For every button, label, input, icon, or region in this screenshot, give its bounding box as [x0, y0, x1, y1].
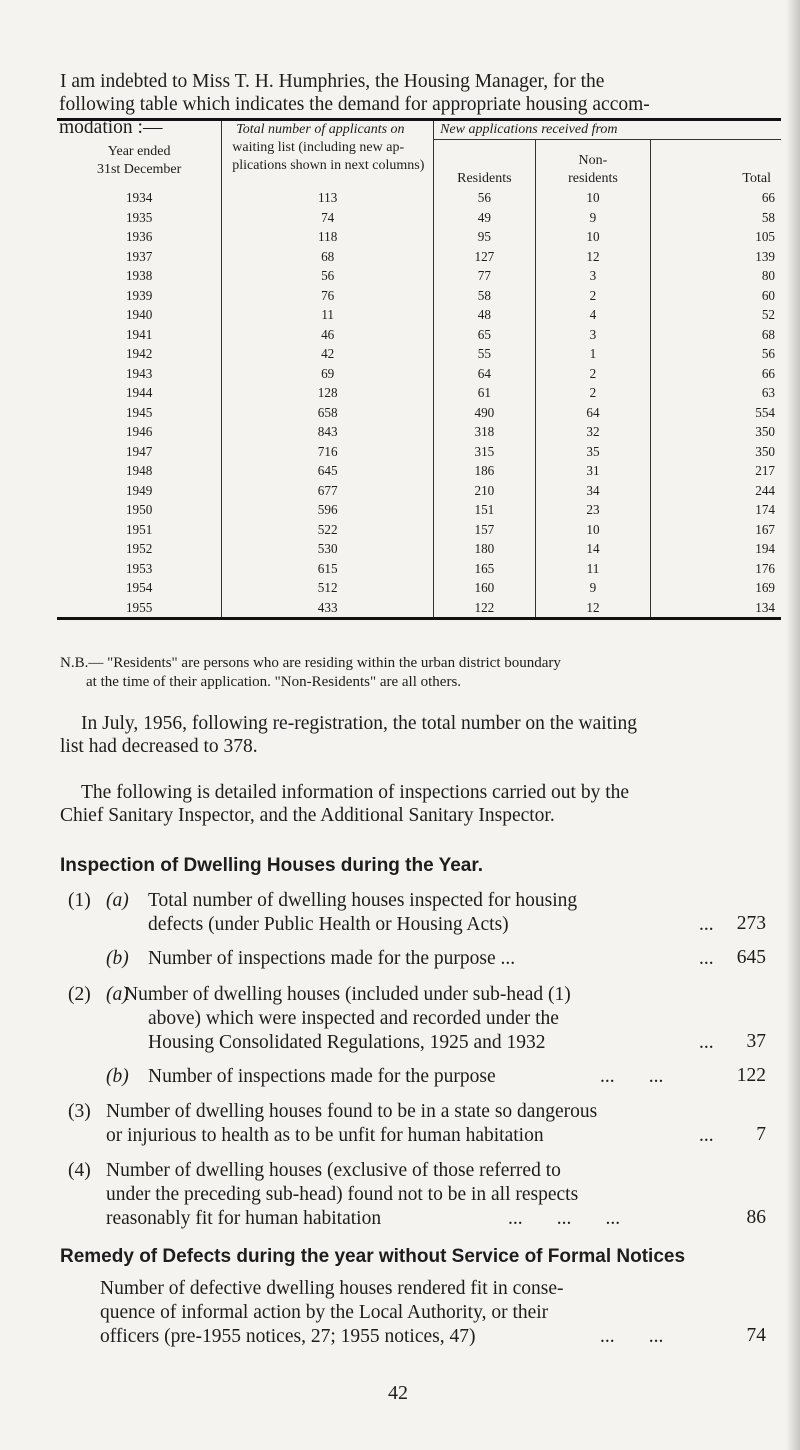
- col-header-new-applications: New applications received from: [434, 120, 781, 140]
- cell-residents: 122: [434, 598, 536, 619]
- cell-total: 169: [651, 578, 781, 598]
- inspections-intro-paragraph: The following is detailed information of inspections carried out by the Chief Sanitary Inspector, and the Additional Sanitary Inspector.: [60, 782, 630, 826]
- cell-residents: 55: [434, 344, 536, 364]
- cell-residents: 160: [434, 578, 536, 598]
- cell-total-applicants: 118: [222, 227, 434, 247]
- cell-total-applicants: 843: [222, 422, 434, 442]
- cell-total: 167: [651, 520, 781, 540]
- cell-year: 1946: [125, 424, 153, 439]
- item-value: 37: [746, 1031, 766, 1052]
- cell-total-applicants: 658: [222, 403, 434, 423]
- cell-year: 1950: [125, 502, 153, 517]
- cell-year: 1942: [125, 346, 153, 361]
- cell-year: 1948: [125, 463, 153, 478]
- leader-dots: ... ...: [600, 1066, 664, 1087]
- table-row: [57, 559, 781, 579]
- item-sublabel: (a): [106, 984, 129, 1005]
- page-edge-shadow: [786, 0, 800, 1450]
- table-row: [57, 442, 781, 462]
- item-number: (1): [68, 890, 91, 911]
- item-value: 7: [756, 1124, 766, 1145]
- item-text: Number of dwelling houses (included under sub-head (1): [124, 984, 571, 1005]
- item-text: Number of inspections made for the purpose ...: [148, 948, 516, 969]
- cell-residents: 315: [434, 442, 536, 462]
- cell-total: 217: [651, 461, 781, 481]
- table-body: [57, 188, 781, 619]
- item-text: Number of dwelling houses found to be in a state so dangerous: [106, 1101, 598, 1122]
- remedy-text: Number of defective dwelling houses rendered fit in conse-: [100, 1278, 564, 1299]
- cell-year: 1939: [125, 287, 153, 303]
- table-note: [60, 654, 780, 692]
- remedy-value: 74: [746, 1325, 766, 1346]
- cell-non-residents: 34: [535, 481, 651, 501]
- table-row: [57, 481, 781, 501]
- cell-residents: 151: [434, 500, 536, 520]
- cell-residents: 127: [434, 247, 536, 267]
- cell-total-applicants: 128: [222, 383, 434, 403]
- cell-total: 139: [651, 247, 781, 267]
- cell-total: 63: [651, 383, 781, 403]
- cell-total-applicants: 677: [222, 481, 434, 501]
- cell-total: 80: [651, 266, 781, 286]
- cell-residents: 61: [434, 383, 536, 403]
- cell-year: 1955: [57, 598, 222, 619]
- inspection-heading: Inspection of Dwelling Houses during the Year.: [60, 855, 484, 876]
- cell-non-residents: 3: [535, 325, 651, 345]
- remedy-text: quence of informal action by the Local Authority, or their: [100, 1302, 549, 1323]
- cell-year: 1943: [125, 365, 153, 381]
- table-row: [57, 227, 781, 247]
- cell-year: 1947: [125, 443, 153, 459]
- cell-total: 52: [651, 305, 781, 325]
- cell-year: 1940: [125, 307, 153, 322]
- cell-residents: 64: [434, 364, 536, 384]
- col-header-total-applicants: Total number of applicants on waiting list (including new ap- plications shown in next columns): [222, 120, 434, 189]
- cell-non-residents: 35: [535, 442, 651, 462]
- cell-non-residents: 4: [535, 305, 651, 325]
- cell-total-applicants: 68: [222, 247, 434, 267]
- cell-year: 1949: [125, 482, 153, 498]
- housing-demand-table: [57, 118, 781, 620]
- note-line: N.B.— "Residents" are persons who are residing within the urban district boundary: [60, 655, 561, 671]
- item-value: 273: [736, 913, 766, 934]
- leader-dots: ...: [699, 914, 714, 935]
- cell-non-residents: 23: [535, 500, 651, 520]
- item-text: under the preceding sub-head) found not to be in all respects: [106, 1184, 579, 1205]
- cell-residents: 49: [434, 208, 536, 228]
- item-text: or injurious to health as to be unfit for human habitation: [106, 1125, 544, 1146]
- cell-year: 1938: [125, 268, 153, 283]
- cell-year: 1941: [125, 326, 153, 342]
- cell-total-applicants: 615: [222, 559, 434, 579]
- item-sublabel: (a): [106, 890, 129, 911]
- cell-residents: 318: [434, 422, 536, 442]
- intro-line: following table which indicates the demand for appropriate housing accom-: [59, 94, 650, 115]
- table-row: [57, 500, 781, 520]
- item-number: (4): [68, 1160, 91, 1181]
- table-row: [57, 403, 781, 423]
- cell-total-applicants: 716: [222, 442, 434, 462]
- cell-total: 176: [651, 559, 781, 579]
- cell-non-residents: 64: [535, 403, 651, 423]
- cell-year: 1952: [125, 541, 153, 556]
- remedy-heading: Remedy of Defects during the year without Service of Formal Notices: [60, 1246, 686, 1267]
- cell-residents: 186: [434, 461, 536, 481]
- cell-total: 134: [651, 598, 781, 619]
- intro-line: I am indebted to Miss T. H. Humphries, the Housing Manager, for the: [60, 71, 605, 92]
- cell-non-residents: 2: [535, 286, 651, 306]
- cell-year: 1944: [125, 385, 153, 400]
- cell-total-applicants: 512: [222, 578, 434, 598]
- cell-total: 68: [651, 325, 781, 345]
- cell-non-residents: 32: [535, 422, 651, 442]
- cell-residents: 157: [434, 520, 536, 540]
- waiting-list-paragraph: In July, 1956, following re-registration, the total number on the waiting list had decreased to 378.: [60, 713, 637, 757]
- col-header-residents: Residents: [434, 140, 536, 189]
- intro-line: modation :—: [59, 117, 163, 138]
- item-text: defects (under Public Health or Housing Acts): [148, 914, 509, 935]
- cell-residents: 165: [434, 559, 536, 579]
- cell-total-applicants: 56: [222, 266, 434, 286]
- table-row: [57, 344, 781, 364]
- cell-residents: 58: [434, 286, 536, 306]
- item-value: 645: [736, 947, 766, 968]
- cell-total: 56: [651, 344, 781, 364]
- item-number: (2): [68, 984, 91, 1005]
- cell-non-residents: 1: [535, 344, 651, 364]
- cell-total: 66: [651, 188, 781, 208]
- item-text: reasonably fit for human habitation: [106, 1208, 382, 1229]
- cell-year: 1945: [125, 404, 153, 420]
- cell-non-residents: 10: [535, 227, 651, 247]
- cell-non-residents: 14: [535, 539, 651, 559]
- table-row: [57, 383, 781, 403]
- cell-year: 1935: [125, 209, 153, 225]
- cell-non-residents: 2: [535, 383, 651, 403]
- page-number: 42: [388, 1382, 408, 1404]
- item-sublabel: (b): [106, 948, 129, 969]
- item-text: above) which were inspected and recorded under the: [148, 1008, 559, 1029]
- cell-residents: 180: [434, 539, 536, 559]
- cell-total-applicants: 74: [222, 208, 434, 228]
- cell-non-residents: 10: [535, 188, 651, 208]
- cell-total: 350: [651, 442, 781, 462]
- col-header-year: Year ended 31st December: [57, 120, 222, 189]
- cell-total: 244: [651, 481, 781, 501]
- cell-residents: 95: [434, 227, 536, 247]
- note-line: at the time of their application. "Non-Residents" are all others.: [86, 674, 462, 690]
- cell-total: 60: [651, 286, 781, 306]
- table-row: [57, 422, 781, 442]
- col-header-non-residents: Non- residents: [535, 140, 651, 189]
- cell-year: 1934: [125, 190, 153, 205]
- item-text: Number of inspections made for the purpose: [148, 1066, 496, 1087]
- cell-non-residents: 9: [535, 208, 651, 228]
- cell-non-residents: 12: [535, 598, 651, 619]
- cell-total: 554: [651, 403, 781, 423]
- item-text: Number of dwelling houses (exclusive of those referred to: [106, 1160, 561, 1181]
- item-value: 86: [746, 1207, 766, 1228]
- cell-total: 350: [651, 422, 781, 442]
- leader-dots: ... ... ...: [508, 1208, 621, 1229]
- cell-non-residents: 10: [535, 520, 651, 540]
- table-row: [57, 305, 781, 325]
- cell-non-residents: 31: [535, 461, 651, 481]
- item-value: 122: [736, 1065, 766, 1086]
- cell-total-applicants: 69: [222, 364, 434, 384]
- remedy-text: officers (pre-1955 notices, 27; 1955 notices, 47): [100, 1326, 476, 1347]
- cell-residents: 65: [434, 325, 536, 345]
- cell-year: 1951: [125, 521, 153, 537]
- cell-total: 58: [651, 208, 781, 228]
- cell-total-applicants: 42: [222, 344, 434, 364]
- item-number: (3): [68, 1101, 91, 1122]
- cell-residents: 490: [434, 403, 536, 423]
- item-text: Housing Consolidated Regulations, 1925 and 1932: [148, 1032, 546, 1053]
- leader-dots: ...: [699, 948, 714, 969]
- item-sublabel: (b): [106, 1066, 129, 1087]
- cell-year: 1936: [125, 229, 153, 244]
- cell-year: 1937: [125, 248, 153, 264]
- cell-total-applicants: 645: [222, 461, 434, 481]
- table-row: [57, 325, 781, 345]
- cell-non-residents: 9: [535, 578, 651, 598]
- cell-year: 1954: [125, 580, 153, 595]
- leader-dots: ...: [699, 1125, 714, 1146]
- cell-total-applicants: 11: [222, 305, 434, 325]
- cell-non-residents: 3: [535, 266, 651, 286]
- cell-total-applicants: 596: [222, 500, 434, 520]
- table-row: [57, 539, 781, 559]
- item-text: Total number of dwelling houses inspected for housing: [148, 890, 578, 911]
- col-header-total: Total: [651, 140, 781, 189]
- table-row: [57, 286, 781, 306]
- cell-total-applicants: 530: [222, 539, 434, 559]
- cell-non-residents: 2: [535, 364, 651, 384]
- cell-total-applicants: 113: [222, 188, 434, 208]
- cell-non-residents: 11: [535, 559, 651, 579]
- table-row: [57, 578, 781, 598]
- cell-total: 66: [651, 364, 781, 384]
- cell-residents: 56: [434, 188, 536, 208]
- cell-total-applicants: 76: [222, 286, 434, 306]
- leader-dots: ... ...: [600, 1326, 664, 1347]
- cell-total: 105: [651, 227, 781, 247]
- table-row: [57, 188, 781, 208]
- table-row: [57, 461, 781, 481]
- cell-total-applicants: 433: [222, 598, 434, 619]
- cell-total: 194: [651, 539, 781, 559]
- table-row: [57, 364, 781, 384]
- table-row: [57, 598, 781, 619]
- cell-year: 1953: [125, 560, 153, 576]
- cell-total-applicants: 46: [222, 325, 434, 345]
- cell-residents: 48: [434, 305, 536, 325]
- cell-total: 174: [651, 500, 781, 520]
- cell-total-applicants: 522: [222, 520, 434, 540]
- table-row: [57, 247, 781, 267]
- cell-non-residents: 12: [535, 247, 651, 267]
- cell-residents: 210: [434, 481, 536, 501]
- table-row: [57, 208, 781, 228]
- leader-dots: ...: [699, 1032, 714, 1053]
- table-row: [57, 266, 781, 286]
- table-row: [57, 520, 781, 540]
- cell-residents: 77: [434, 266, 536, 286]
